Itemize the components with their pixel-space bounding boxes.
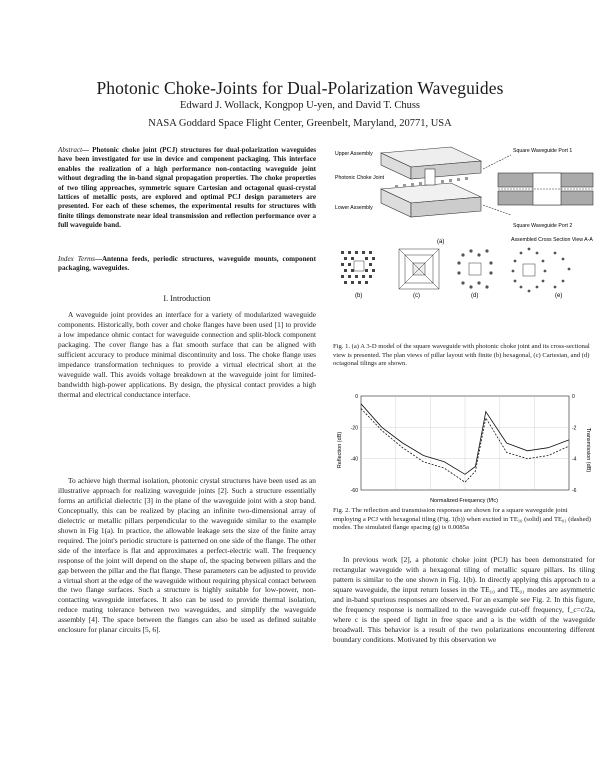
paper-affiliation: NASA Goddard Space Flight Center, Greenbelt, Maryland, 20771, USA — [148, 118, 452, 129]
index-terms-text: —Antenna feeds, periodic structures, waveguide mounts, component packaging, waveguides. — [58, 255, 316, 273]
fig1-label-d: (d) — [471, 293, 479, 299]
index-terms-lead: Index Terms — [58, 255, 95, 263]
chart-ylabel-right: Transmission (dB) — [585, 427, 591, 473]
waveguide-opening-e — [523, 264, 535, 276]
fig1-label-lower-assembly: Lower Assembly — [335, 205, 373, 211]
fig1-label-port2: Square Waveguide Port 2 — [513, 223, 573, 229]
figure-1 — [333, 145, 595, 345]
waveguide-3d-model — [381, 147, 511, 217]
figure-2-chart — [333, 390, 595, 505]
abstract-text: — Photonic choke joint (PCJ) structures for dual-polarization waveguides have been investigated for use in device and component packaging. This interface enables the realization of a high performance non-contacting waveguide joint without degrading the in-band signal propagation properties. The choke properties of two tiling approaches, symmetric square Cartesian and octagonal quasi-crystal lattices of metallic posts, are explored and optimal PCJ design parameters are presented. For each of these schemes, the experimental results for structures with finite tilings demonstrate near ideal transmission and reflection performance over a full waveguide band. — [58, 146, 316, 230]
fig1-label-port1: Square Waveguide Port 1 — [513, 148, 573, 154]
fig1-label-b: (b) — [355, 293, 363, 299]
chart-ylabel-left: Reflection (dB) — [337, 431, 343, 469]
right-body-paragraph — [333, 555, 595, 645]
index-terms — [58, 255, 316, 274]
paper-authors: Edward J. Wollack, Kongpop U-yen, and David T. Chuss — [179, 100, 421, 111]
figure-2-caption: Fig. 2. The reflection and transmission responses are shown for a square waveguide joint employing a PCJ with hexagonal tiling (Fig. 1(b)) when excited in TE₁₀ (solid) and TE₀₁ (dashed) modes. The simulated flange spacing (g) is 0.0085a — [333, 507, 592, 532]
paper-title: Photonic Choke-Joints for Dual-Polarization Waveguides — [96, 78, 504, 98]
chart-tick-right: -2 — [572, 425, 577, 432]
intro-paragraph-1 — [58, 310, 316, 400]
intro-paragraph-2 — [58, 476, 316, 635]
chart-tick-right: -6 — [572, 488, 577, 494]
waveguide-opening-b — [354, 261, 364, 271]
abstract-lead: Abstract — [58, 146, 83, 154]
chart-tick-left: -60 — [350, 488, 358, 494]
fig1-label-c: (c) — [413, 293, 420, 299]
cross-section-view — [498, 173, 593, 205]
waveguide-opening-d — [469, 263, 481, 275]
fig1-label-section-view: Assembled Cross Section View A-A — [511, 237, 593, 243]
right-body-paragraph-text: In previous work [2], a photonic choke joint (PCJ) has been demonstrated for rectangular waveguide with a hexagonal tiling of metallic square pillars. Its tiling pattern is similar to the one shown in Fig. 1(b). In directly applying this approach to a square waveguide, the input return losses in the TE₁₀ and TE₀₁ modes are asymmetric and in-band spurious responses are observed. For an example see Fig. 2. In this figure, the frequency response is normalized to the waveguide cut-off frequency, f_c=c/2a, where c is the speed of light in free space and a is the width of the waveguide broadwall. This behavior is a result of the two polarizations encountering different boundary conditions. Motivated by this observation we — [333, 555, 595, 644]
figure-1-caption: Fig. 1. (a) A 3-D model of the square waveguide with photonic choke joint and its cross-sectional view is presented. The plan views of pillar layout with finite (b) hexagonal, (c) Cartesian, and (d) octagonal tilings are shown. — [333, 343, 590, 368]
abstract — [58, 146, 316, 231]
chart-tick-right: -4 — [572, 456, 577, 463]
chart-tick-left: -20 — [350, 425, 358, 432]
chart-tick-right: 0 — [572, 394, 575, 400]
fig1-label-a: (a) — [437, 239, 445, 245]
fig1-label-e: (e) — [555, 293, 563, 299]
chart-tick-left: -40 — [350, 456, 358, 463]
fig1-label-upper-assembly: Upper Assembly — [335, 151, 373, 157]
tiling-quasi-crystal — [512, 248, 571, 293]
section-heading-introduction: I. Introduction — [163, 294, 211, 303]
tiling-cartesian — [399, 249, 439, 289]
chart-ticks — [351, 394, 577, 494]
chart-tick-left: 0 — [355, 394, 358, 400]
fig1-label-photonic-choke-joint: Photonic Choke Joint — [335, 175, 385, 181]
chart-grid — [361, 396, 569, 490]
intro-paragraph-1-text: A waveguide joint provides an interface for a variety of modularized waveguide components. Historically, both cover and choke flanges have been used [1] to provide a low impedance ohmic contact for waveguide connection and split-block component packaging. The cover flange has a flat smooth surface that can be aligned with sufficient accuracy to produce minimal discontinuity and loss. The choke flange uses impedance transformation techniques to provide a virtual electrical short at the waveguide wall. This avoids voltage breakdown at the waveguide joint for limited-bandwidth high-power applications. By design, the physical contact provides a high thermal and electrical conductance interface. — [58, 310, 316, 399]
intro-paragraph-2-text: To achieve high thermal isolation, photonic crystal structures have been used as an illustrative approach for realizing waveguide joints [2]. Such a structure essentially forms an artificial dielectric [3] in the plane of the waveguide joint with a stop band. Conceptually, this can be realized by placing an infinite two-dimensional array of dielectric or metallic pillars perpendicular to the waveguide similar to the example shown in Fig 1(a). In practice, the allowable leakage sets the size of the finite array required. The joint's periodic structure is patterned on one side of the flange. The other side of the interface is flat and approximates a perfect-electric wall. The frequency response of the joint will depend on the shape of, the spacing between pillars and the gap between the pillar and the flat flange. These parameters can be adjusted to provide a virtual short at the edge of the waveguide without requiring physical contact between the two flange surfaces. Such a structure is highly suitable for low-power, non-contacting waveguide interfaces. It also can be used to provide thermal isolation, reduce mating tolerance between two waveguides, and simplify the waveguide assembly [4]. The space between the flanges can also be used as defined suitable enclosure for planar circuits [5, 6]. — [58, 476, 316, 635]
chart-xlabel: Normalized Frequency (f/fc) — [430, 498, 498, 504]
